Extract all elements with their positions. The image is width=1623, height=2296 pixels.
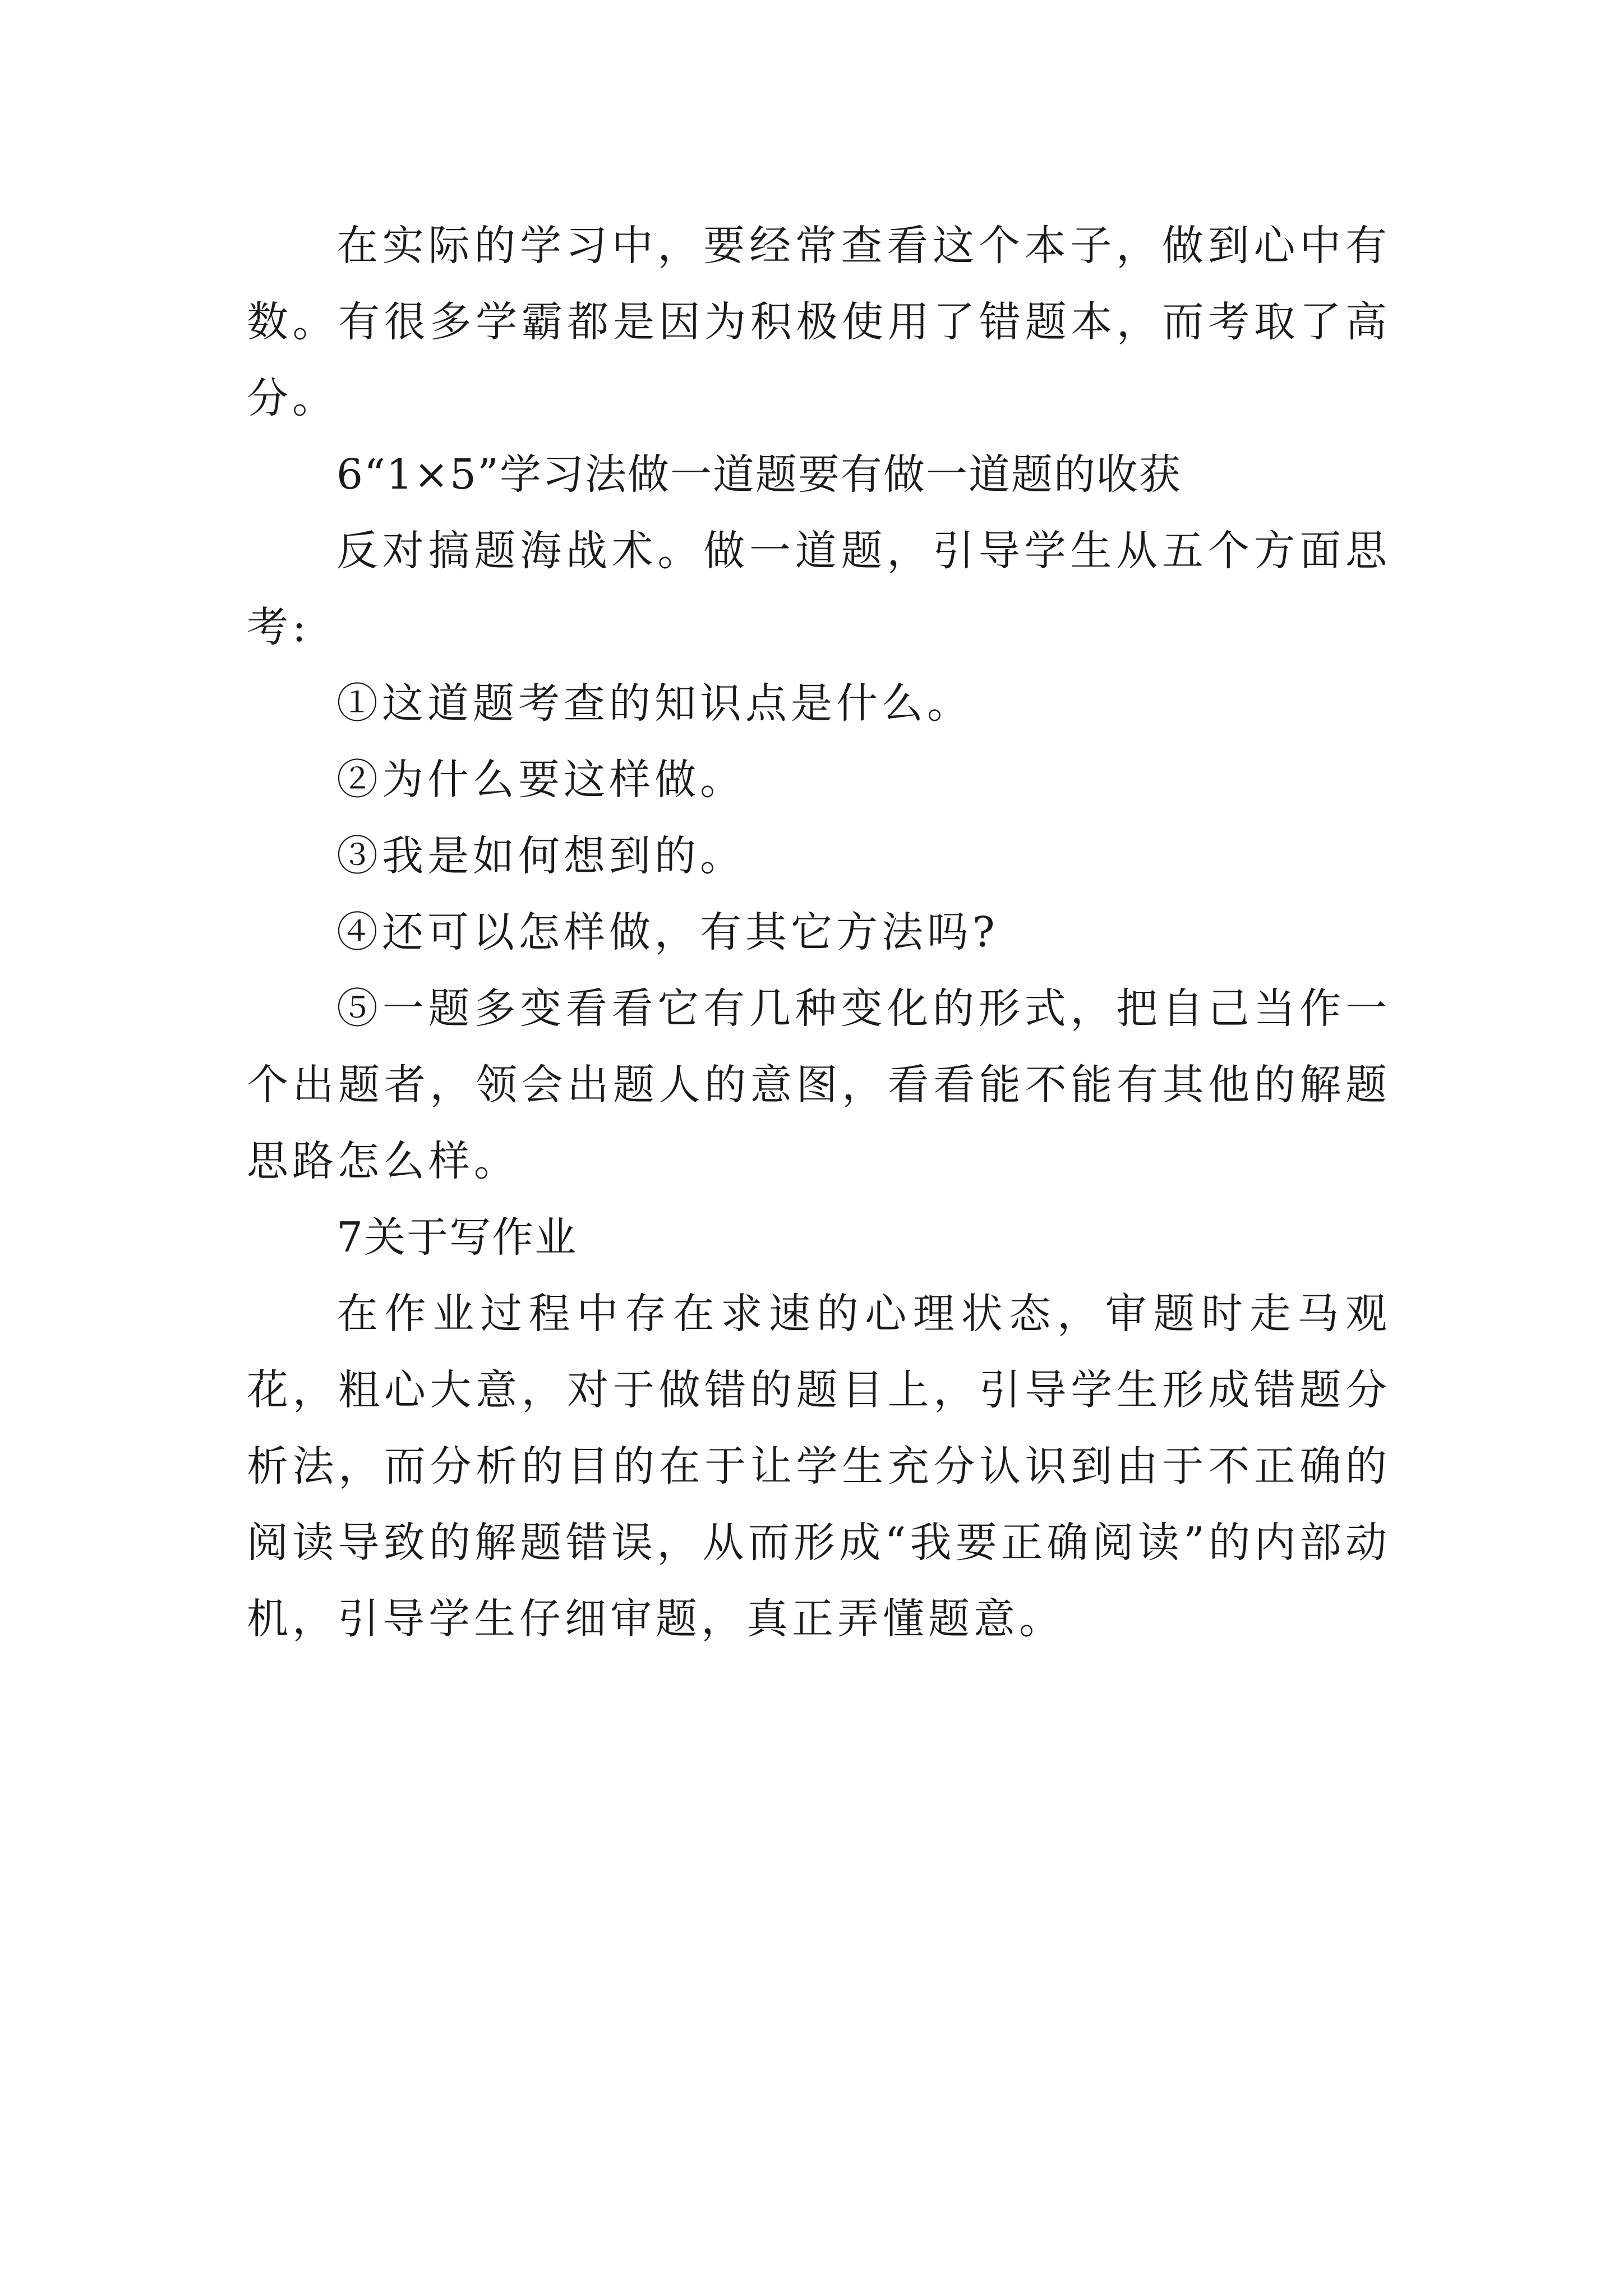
list-item-how-thought-of: ③我是如何想到的。	[336, 832, 745, 880]
list-item-other-methods: ④还可以怎样做，有其它方法吗?	[336, 908, 999, 956]
paragraph-five-aspects-intro: 反对搞题海战术。做一道题，引导学生从五个方面思考:	[247, 527, 1391, 651]
section-heading-homework: 7关于写作业	[336, 1213, 578, 1262]
document-body	[247, 208, 1391, 1657]
paragraph-error-notebook: 在实际的学习中，要经常查看这个本子，做到心中有数。有很多学霸都是因为积极使用了错题本，而考取了高分。	[247, 222, 1391, 422]
list-item-variations: ⑤一题多变看看它有几种变化的形式，把自己当作一个出题者，领会出题人的意图，看看能不能有其他的解题思路怎么样。	[247, 984, 1391, 1185]
list-item-knowledge-point: ①这道题考查的知识点是什么。	[336, 679, 972, 728]
section-heading-1x5-method: 6“1×5”学习法做一道题要有做一道题的收获	[336, 450, 1182, 499]
list-item-why-this-way: ②为什么要这样做。	[336, 756, 745, 804]
paragraph-homework-analysis: 在作业过程中存在求速的心理状态，审题时走马观花，粗心大意，对于做错的题目上，引导学生形成错题分析法，而分析的目的在于让学生充分认识到由于不正确的阅读导致的解题错误，从而形成“我要正确阅读”的内部动机，引导学生仔细审题，真正弄懂题意。	[247, 1290, 1391, 1643]
